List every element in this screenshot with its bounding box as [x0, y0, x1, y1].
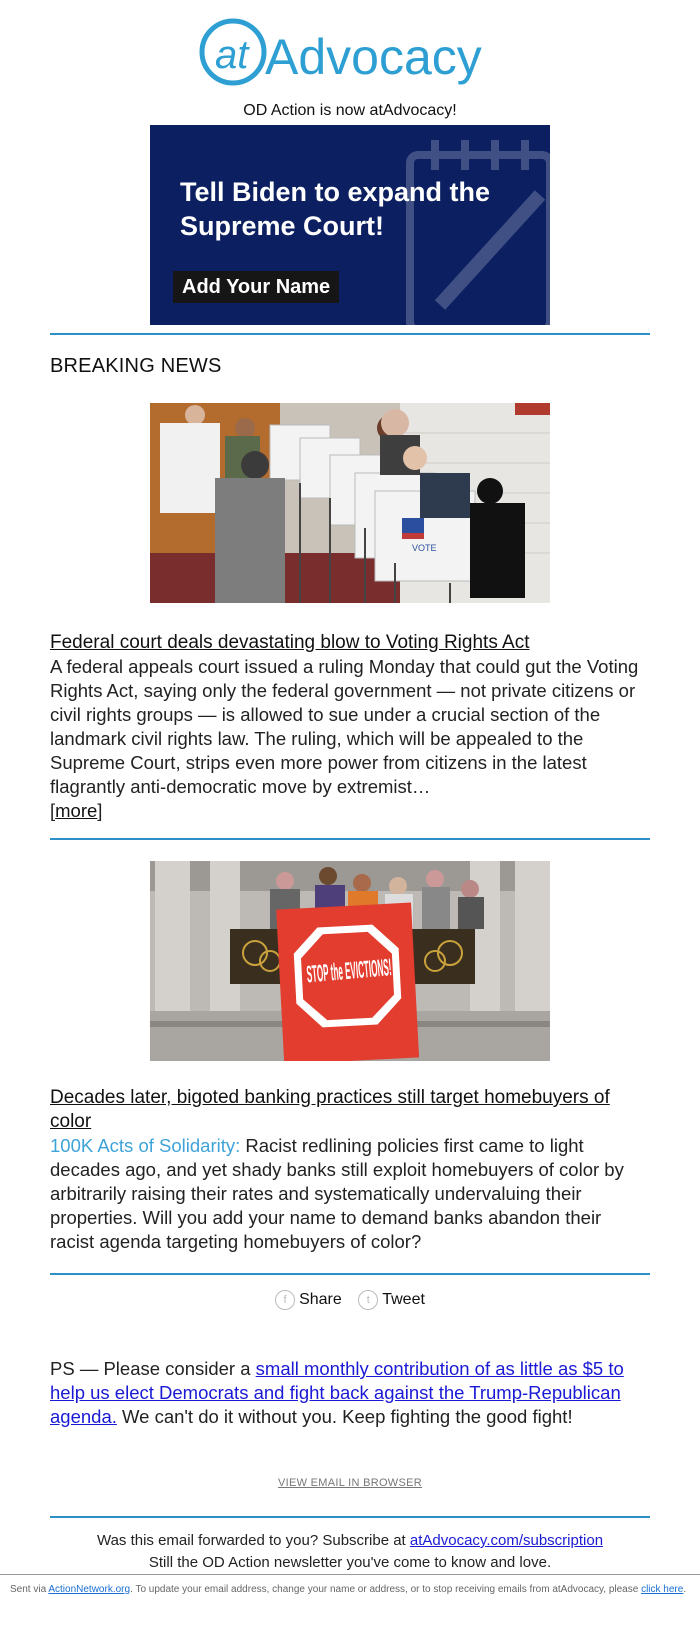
actionnetwork-link[interactable]: ActionNetwork.org — [48, 1584, 131, 1595]
view-in-browser-link[interactable]: VIEW EMAIL IN BROWSER — [277, 1477, 423, 1489]
twitter-icon: t — [358, 1290, 378, 1310]
divider — [50, 838, 650, 840]
section-heading: BREAKING NEWS — [50, 355, 222, 377]
article-body-banking-practices — [50, 1134, 650, 1254]
tweet-label: Tweet — [382, 1291, 425, 1308]
divider — [50, 333, 650, 335]
logo — [0, 12, 700, 92]
stop-evictions-image — [150, 861, 550, 1061]
voting-booths-image — [150, 403, 550, 603]
divider — [50, 1273, 650, 1275]
more-bracket-open: [ — [50, 800, 56, 821]
more-link[interactable]: more — [55, 800, 98, 821]
logo-at: at — [215, 33, 249, 77]
logo-wordmark: Advocacy — [265, 29, 482, 85]
article-body-text: A federal appeals court issued a ruling Monday that could gut the Voting Rights Act, saying only the federal government — not private citizens or civil rights groups — is allowed to sue under a crucial section of the landmark civil rights law. The ruling, which will be appealed to the Supreme Court, strips even more power from citizens in the latest flagrantly anti-democratic move by extremist… — [50, 656, 639, 797]
article-title-banking-practices[interactable]: Decades later, bigoted banking practices still target homebuyers of color — [50, 1087, 610, 1132]
share-button[interactable] — [275, 1290, 342, 1310]
banner-headline — [180, 175, 540, 243]
vote-label: VOTE — [412, 543, 437, 553]
ps-prefix: PS — Please consider a — [50, 1358, 256, 1379]
atadvocacy-logo — [195, 12, 505, 92]
unsubscribe-link[interactable]: click here — [641, 1584, 684, 1595]
footer — [10, 1583, 690, 1597]
divider — [50, 1516, 650, 1518]
banner-headline-line1: Tell Biden to expand the — [180, 177, 491, 207]
petition-banner[interactable] — [150, 125, 550, 325]
facebook-icon: f — [275, 1290, 295, 1310]
voting-booths-photo[interactable] — [150, 403, 550, 603]
banner-headline-line2: Supreme Court! — [180, 211, 385, 241]
footer-divider — [0, 1574, 700, 1575]
article-title-voting-rights[interactable]: Federal court deals devastating blow to Voting Rights Act — [50, 632, 530, 653]
donate-link[interactable]: small monthly contribution of as little as $5 to help us elect Democrats and fight back against the Trump-Republican agenda. — [50, 1358, 624, 1427]
footer-text: . To update your email address, change your name or address, or to stop receiving emails from atAdvocacy, please — [130, 1584, 642, 1595]
campaign-label: 100K Acts of Solidarity: — [50, 1135, 241, 1156]
footer-prefix: Sent via — [10, 1584, 49, 1595]
add-your-name-button[interactable]: Add Your Name — [173, 271, 339, 303]
tagline: OD Action is now atAdvocacy! — [243, 102, 457, 119]
subscription-link[interactable]: atAdvocacy.com/subscription — [409, 1532, 604, 1549]
tweet-button[interactable] — [358, 1290, 425, 1310]
postscript — [50, 1357, 650, 1429]
footer-suffix: . — [683, 1584, 687, 1595]
forwarded-note — [0, 1530, 700, 1574]
stop-evictions-photo[interactable] — [150, 861, 550, 1061]
forwarded-tagline: Still the OD Action newsletter you've come to know and love. — [148, 1554, 552, 1571]
share-label: Share — [299, 1291, 342, 1308]
share-row — [0, 1290, 700, 1310]
ps-suffix: We can't do it without you. Keep fighting the good fight! — [116, 1406, 573, 1427]
article-body-text: Racist redlining policies first came to light decades ago, and yet shady banks still exploit homebuyers of color by arbitrarily raising their rates and systematically undervaluing their properties. Will you add your name to demand banks abandon their racist agenda targeting homebuyers of color? — [50, 1135, 624, 1252]
forwarded-prefix: Was this email forwarded to you? Subscribe at — [96, 1532, 410, 1549]
article-body-voting-rights — [50, 655, 650, 823]
more-bracket-close: ] — [97, 800, 103, 821]
